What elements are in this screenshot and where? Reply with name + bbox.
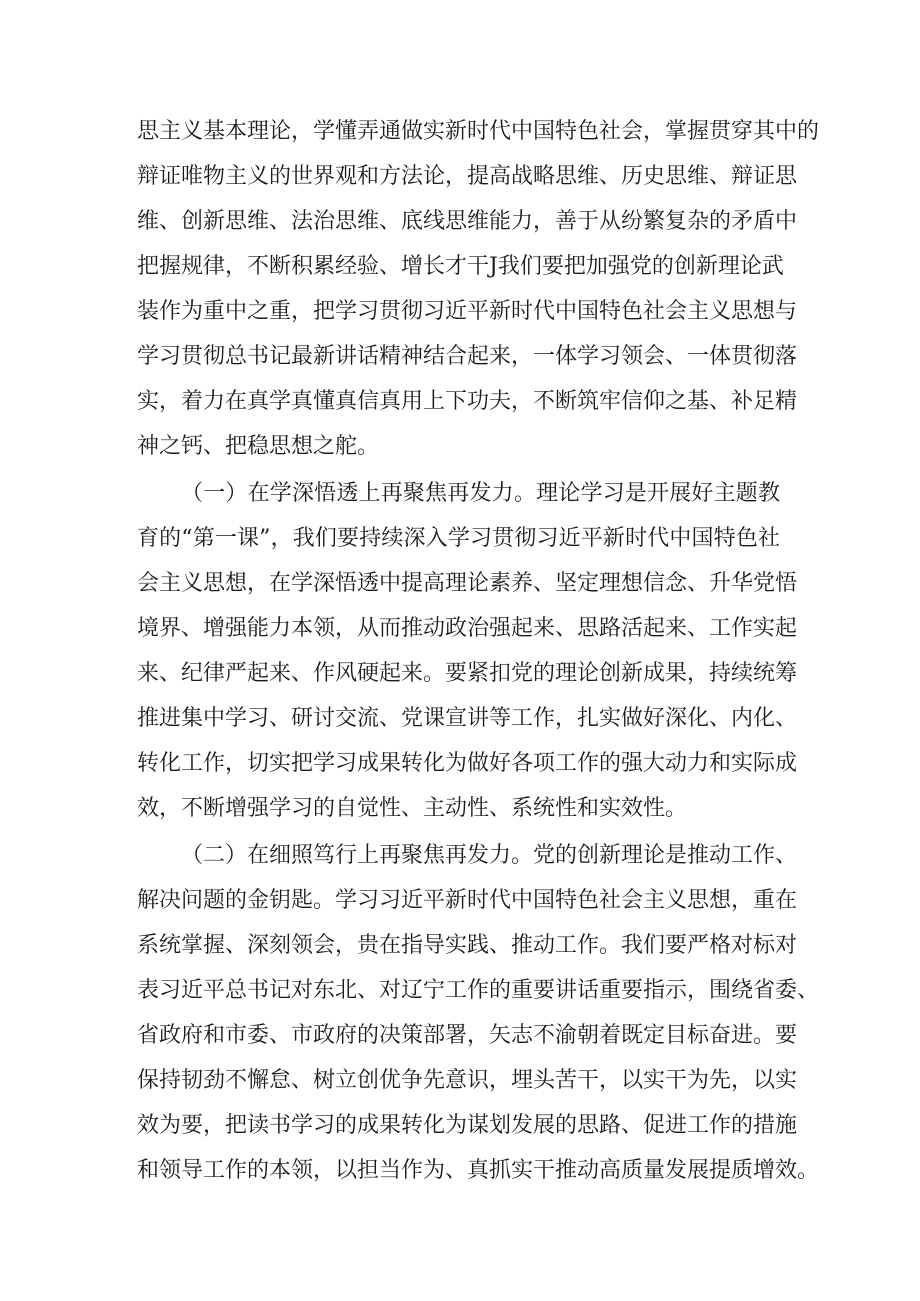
text-line: 维、创新思维、法治思维、底线思维能力，善于从纷繁复杂的矛盾中 xyxy=(137,209,798,234)
text-line: 学习贯彻总书记最新讲话精神结合起来，一体学习领会、一体贯彻落 xyxy=(137,344,798,369)
text-line: 效，不断增强学习的自觉性、主动性、系统性和实效性。 xyxy=(137,796,688,821)
text-line: 表习近平总书记对东北、对辽宁工作的重要讲话重要指示，围绕省委、 xyxy=(137,978,820,1003)
paragraph-heading-line: （二）在细照笃行上再聚焦再发力。党的创新理论是推动工作、 xyxy=(181,843,798,868)
text-line: 育的“第一课”，我们要持续深入学习贯彻习近平新时代中国特色社 xyxy=(137,526,780,551)
text-line: 装作为重中之重，把学习贯彻习近平新时代中国特色社会主义思想与 xyxy=(137,299,798,324)
text-line: 转化工作，切实把学习成果转化为做好各项工作的强大动力和实际成 xyxy=(137,751,798,776)
text-line: 保持韧劲不懈怠、树立创优争先意识，埋头苦干，以实干为先，以实 xyxy=(137,1068,798,1093)
text-line: 会主义思想，在学深悟透中提高理论素养、坚定理想信念、升华党悟 xyxy=(137,571,798,596)
text-line: 解决问题的金钥匙。学习习近平新时代中国特色社会主义思想，重在 xyxy=(137,888,798,913)
text-line: 效为要，把读书学习的成果转化为谋划发展的思路、促进工作的措施 xyxy=(137,1113,798,1138)
text-line: 省政府和市委、市政府的决策部署，矢志不渝朝着既定目标奋进。要 xyxy=(137,1023,798,1048)
text-line: 来、纪律严起来、作风硬起来。要紧扣党的理论创新成果，持续统筹 xyxy=(137,661,798,686)
text-line: 辩证唯物主义的世界观和方法论，提高战略思维、历史思维、辩证思 xyxy=(137,164,798,189)
text-line: 实，着力在真学真懂真信真用上下功夫，不断筑牢信仰之基、补足精 xyxy=(137,389,798,414)
text-line: 推进集中学习、研讨交流、党课宣讲等工作，扎实做好深化、内化、 xyxy=(137,706,798,731)
text-line: 系统掌握、深刻领会，贵在指导实践、推动工作。我们要严格对标对 xyxy=(137,933,798,958)
text-line: 神之钙、把稳思想之舵。 xyxy=(137,434,380,459)
text-line: 和领导工作的本领，以担当作为、真抓实干推动高质量发展提质增效。 xyxy=(137,1158,820,1183)
text-line: 境界、增强能力本领，从而推动政治强起来、思路活起来、工作实起 xyxy=(137,616,798,641)
text-line: 把握规律，不断积累经验、增长才干J我们要把加强党的创新理论武 xyxy=(137,254,784,279)
text-line: 思主义基本理论，学懂弄通做实新时代中国特色社会，掌握贯穿其中的 xyxy=(137,119,820,144)
paragraph-heading-line: （一）在学深悟透上再聚焦再发力。理论学习是开展好主题教 xyxy=(181,481,780,506)
